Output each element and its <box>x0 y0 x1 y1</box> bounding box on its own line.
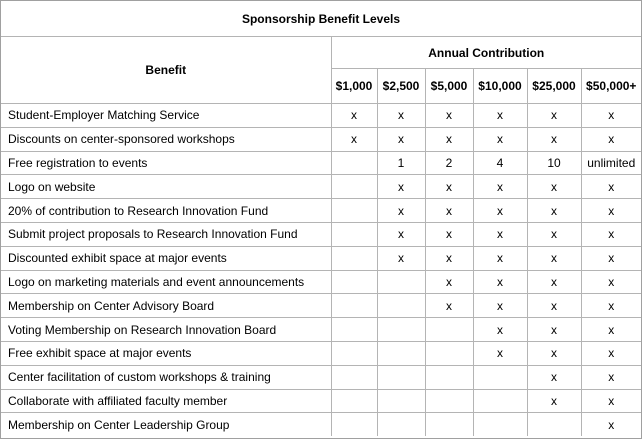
benefit-label: Free exhibit space at major events <box>1 341 331 365</box>
benefit-label: Discounts on center-sponsored workshops <box>1 127 331 151</box>
benefit-label: Logo on website <box>1 175 331 199</box>
table-row <box>1 413 641 436</box>
benefit-level-cell <box>425 389 473 413</box>
benefit-level-cell: 1 <box>377 151 425 175</box>
benefit-level-cell: x <box>527 294 581 318</box>
benefit-level-cell: 10 <box>527 151 581 175</box>
level-header: $1,000 <box>331 69 377 104</box>
table-row <box>1 365 641 389</box>
benefit-level-cell: x <box>581 175 641 199</box>
sponsorship-table <box>1 1 641 436</box>
benefit-level-cell <box>425 318 473 342</box>
benefit-level-cell <box>331 341 377 365</box>
benefit-level-cell <box>331 318 377 342</box>
benefit-level-cell <box>425 341 473 365</box>
benefit-level-cell <box>331 413 377 436</box>
benefit-level-cell <box>331 199 377 223</box>
benefit-label: Submit project proposals to Research Innovation Fund <box>1 222 331 246</box>
level-header: $10,000 <box>473 69 527 104</box>
benefit-level-cell: x <box>473 341 527 365</box>
table-row <box>1 294 641 318</box>
benefit-level-cell: 2 <box>425 151 473 175</box>
benefit-level-cell: x <box>425 104 473 128</box>
table-row <box>1 222 641 246</box>
benefit-level-cell: x <box>377 175 425 199</box>
benefit-level-cell: x <box>473 246 527 270</box>
benefit-level-cell <box>377 341 425 365</box>
benefit-label: Student-Employer Matching Service <box>1 104 331 128</box>
benefit-label: Logo on marketing materials and event announcements <box>1 270 331 294</box>
benefit-level-cell: x <box>425 175 473 199</box>
benefit-level-cell: x <box>377 104 425 128</box>
benefit-label: Free registration to events <box>1 151 331 175</box>
benefit-level-cell: x <box>425 294 473 318</box>
benefit-level-cell <box>527 413 581 436</box>
level-header: $50,000+ <box>581 69 641 104</box>
benefit-level-cell <box>331 151 377 175</box>
benefit-label: Voting Membership on Research Innovation Board <box>1 318 331 342</box>
benefit-level-cell: x <box>473 175 527 199</box>
benefit-level-cell <box>331 222 377 246</box>
benefit-level-cell: x <box>527 246 581 270</box>
benefit-level-cell: x <box>581 294 641 318</box>
benefit-level-cell <box>331 365 377 389</box>
benefit-level-cell: x <box>581 246 641 270</box>
benefit-level-cell: x <box>377 222 425 246</box>
benefit-column-header: Benefit <box>1 37 331 104</box>
benefit-level-cell <box>377 365 425 389</box>
benefit-level-cell: x <box>473 294 527 318</box>
benefit-level-cell: x <box>527 318 581 342</box>
benefit-label: 20% of contribution to Research Innovation Fund <box>1 199 331 223</box>
benefit-level-cell: x <box>527 104 581 128</box>
benefit-level-cell: x <box>473 127 527 151</box>
benefit-level-cell <box>377 413 425 436</box>
benefit-level-cell: x <box>581 365 641 389</box>
benefit-level-cell: unlimited <box>581 151 641 175</box>
benefit-level-cell: x <box>377 246 425 270</box>
benefit-level-cell: x <box>527 389 581 413</box>
benefit-level-cell: x <box>331 104 377 128</box>
benefit-level-cell: x <box>473 270 527 294</box>
benefit-level-cell: x <box>527 341 581 365</box>
table-body <box>1 104 641 437</box>
table-row <box>1 104 641 128</box>
benefit-level-cell <box>331 389 377 413</box>
benefit-level-cell <box>377 294 425 318</box>
benefit-label: Discounted exhibit space at major events <box>1 246 331 270</box>
benefit-level-cell: x <box>425 222 473 246</box>
benefit-level-cell <box>331 175 377 199</box>
benefit-level-cell <box>331 270 377 294</box>
benefit-level-cell: x <box>473 104 527 128</box>
benefit-label: Collaborate with affiliated faculty member <box>1 389 331 413</box>
benefit-level-cell: x <box>581 127 641 151</box>
benefit-level-cell: x <box>581 341 641 365</box>
benefit-level-cell <box>473 389 527 413</box>
benefit-level-cell: x <box>377 199 425 223</box>
benefit-level-cell <box>425 413 473 436</box>
table-row <box>1 318 641 342</box>
table-row <box>1 151 641 175</box>
benefit-level-cell: x <box>581 270 641 294</box>
benefit-level-cell: x <box>473 222 527 246</box>
benefit-level-cell: x <box>473 199 527 223</box>
benefit-level-cell: x <box>527 199 581 223</box>
table-row <box>1 127 641 151</box>
table-row <box>1 389 641 413</box>
benefit-level-cell: x <box>425 199 473 223</box>
benefit-level-cell: x <box>331 127 377 151</box>
annual-contribution-header: Annual Contribution <box>331 37 641 69</box>
benefit-level-cell: x <box>527 175 581 199</box>
benefit-level-cell <box>425 365 473 389</box>
benefit-level-cell: x <box>425 127 473 151</box>
benefit-level-cell: x <box>425 270 473 294</box>
table-row <box>1 270 641 294</box>
level-header: $5,000 <box>425 69 473 104</box>
benefit-level-cell: x <box>581 104 641 128</box>
table-row <box>1 246 641 270</box>
benefit-level-cell: x <box>581 389 641 413</box>
benefit-level-cell: x <box>581 318 641 342</box>
benefit-level-cell: x <box>581 413 641 436</box>
benefit-level-cell: x <box>527 365 581 389</box>
benefit-level-cell: x <box>581 199 641 223</box>
benefit-level-cell <box>331 246 377 270</box>
benefit-level-cell <box>377 270 425 294</box>
benefit-label: Membership on Center Leadership Group <box>1 413 331 436</box>
benefit-level-cell <box>473 365 527 389</box>
table-row <box>1 341 641 365</box>
benefit-level-cell: x <box>527 222 581 246</box>
benefit-label: Membership on Center Advisory Board <box>1 294 331 318</box>
benefit-level-cell: x <box>527 127 581 151</box>
benefit-level-cell <box>377 389 425 413</box>
benefit-level-cell: x <box>527 270 581 294</box>
table-row <box>1 175 641 199</box>
benefit-level-cell <box>331 294 377 318</box>
benefit-level-cell: x <box>473 318 527 342</box>
benefit-level-cell: x <box>425 246 473 270</box>
level-header: $2,500 <box>377 69 425 104</box>
benefit-level-cell: x <box>581 222 641 246</box>
benefit-level-cell <box>377 318 425 342</box>
benefit-level-cell <box>473 413 527 436</box>
benefit-label: Center facilitation of custom workshops & training <box>1 365 331 389</box>
level-header: $25,000 <box>527 69 581 104</box>
benefit-level-cell: x <box>377 127 425 151</box>
benefit-level-cell: 4 <box>473 151 527 175</box>
table-title: Sponsorship Benefit Levels <box>1 1 641 37</box>
table-row <box>1 199 641 223</box>
